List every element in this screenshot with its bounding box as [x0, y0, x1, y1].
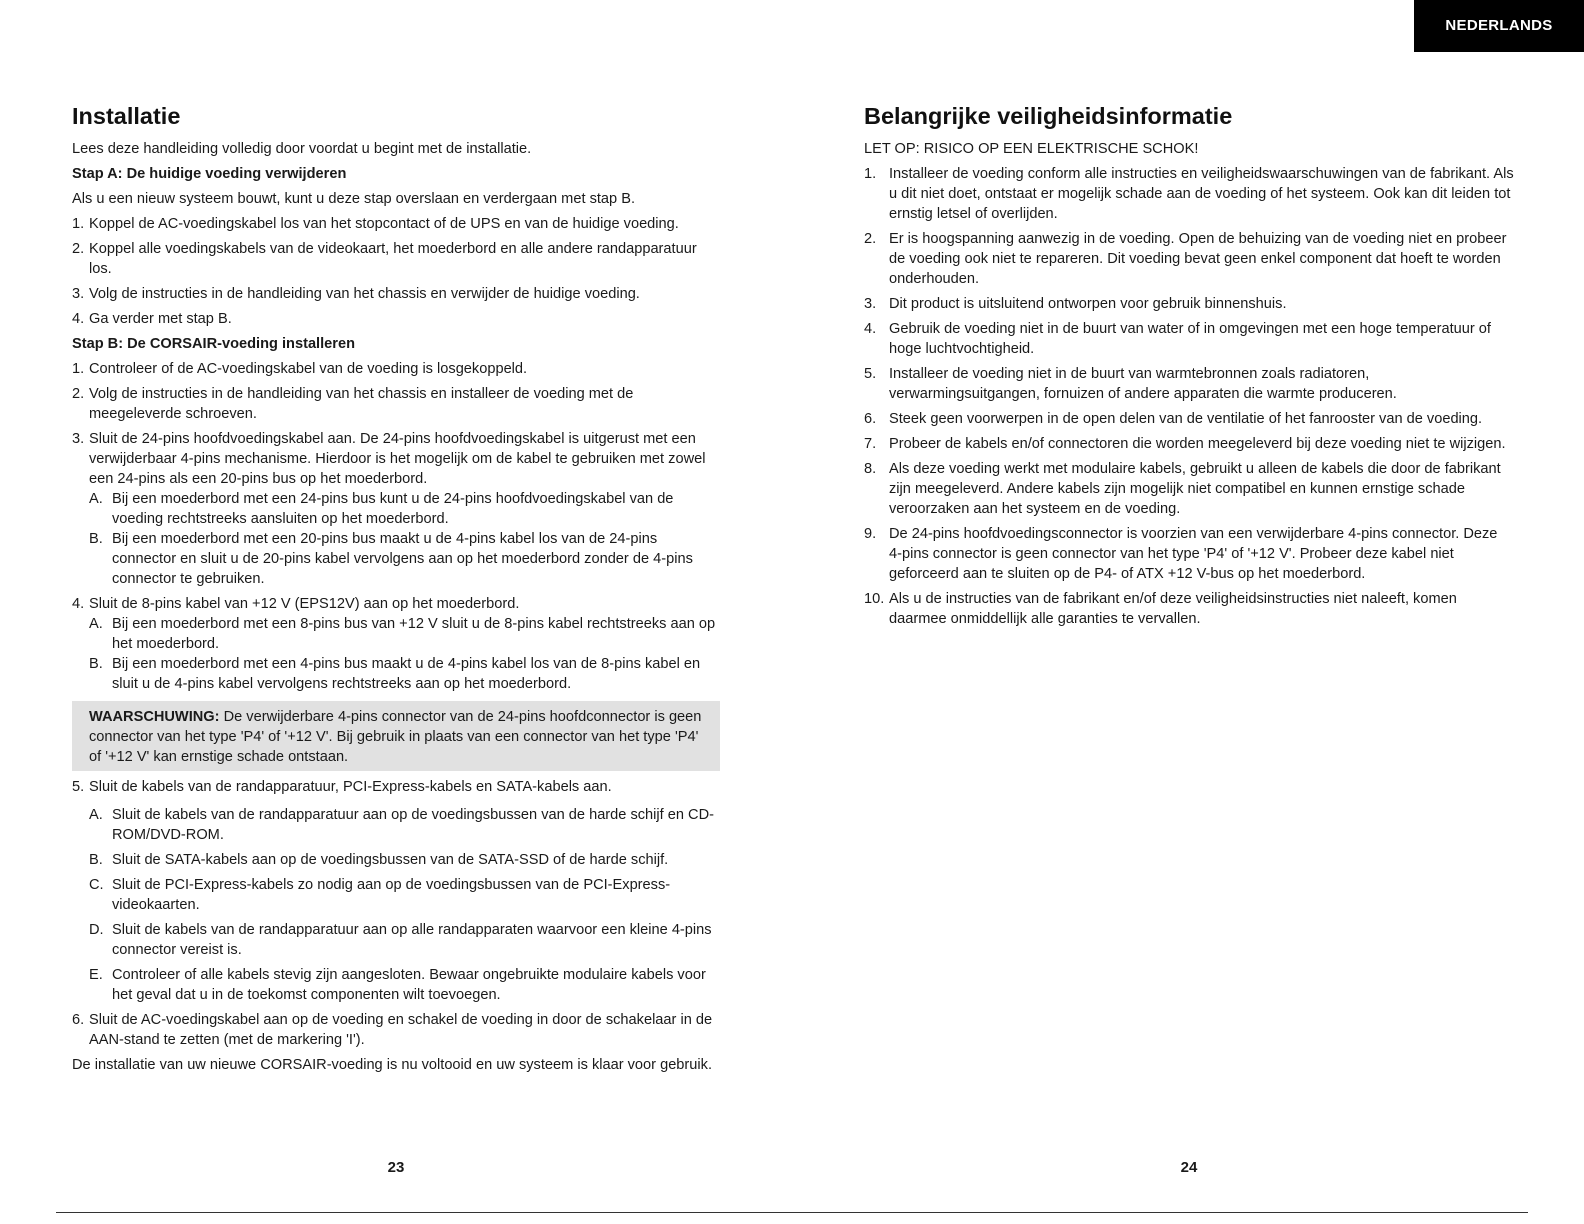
sub-item: [72, 875, 720, 915]
warning-text: De verwijderbare 4-pins connector van de 24-pins hoofdconnector is geen connector van het type 'P4' of '+12 V'. Bij gebruik in plaats van een connector van het type 'P4' of '+12 V' kan ernstige schade ontstaan.: [89, 709, 702, 765]
item-number: 8.: [864, 461, 877, 477]
warning-box: [72, 701, 720, 771]
safety-item: [864, 164, 1514, 224]
sub-letter: A.: [89, 616, 103, 632]
item-number: 6.: [72, 1012, 85, 1028]
safety-item: [864, 319, 1514, 359]
step-a-heading: Stap A: De huidige voeding verwijderen: [72, 166, 347, 182]
item-number: 5.: [72, 779, 85, 795]
item-number: 4.: [72, 311, 85, 327]
item-text: Er is hoogspanning aanwezig in de voeding. Open de behuizing van de voeding niet en probeer de voeding ook niet te repareren. Dit voeding bevat geen enkel component dat hoeft te worden onderhouden.: [889, 231, 1507, 287]
item-number: 3.: [72, 431, 85, 447]
item-text: Steek geen voorwerpen in de open delen van de ventilatie of het fanrooster van de voeding.: [889, 411, 1483, 427]
step-b-item: [72, 359, 720, 379]
sub-text: Sluit de PCI-Express-kabels zo nodig aan op de voedingsbussen van de PCI-Express-videokaarten.: [112, 877, 671, 913]
item-number: 4.: [864, 321, 877, 337]
item-text: Gebruik de voeding niet in de buurt van water of in omgevingen met een hoge temperatuur of hoge luchtvochtigheid.: [889, 321, 1491, 357]
step-b-heading: Stap B: De CORSAIR-voeding installeren: [72, 336, 355, 352]
warning-label: WAARSCHUWING:: [89, 709, 220, 725]
safety-title: Belangrijke veiligheidsinformatie: [864, 103, 1233, 129]
item-number: 9.: [864, 526, 877, 542]
sub-letter: D.: [89, 922, 104, 938]
sub-item: [72, 489, 720, 529]
item-text: Ga verder met stap B.: [89, 311, 232, 327]
sub-item: [72, 850, 720, 870]
item-text: Sluit de 8-pins kabel van +12 V (EPS12V) aan op het moederbord.: [89, 596, 520, 612]
safety-column: [864, 101, 1514, 634]
item-number: 1.: [72, 216, 85, 232]
item-number: 3.: [72, 286, 85, 302]
sub-text: Sluit de kabels van de randapparatuur aan op de voedingsbussen van de harde schijf en CD-ROM/DVD-ROM.: [112, 807, 714, 843]
step-a-item: [72, 239, 720, 279]
item-text: Installeer de voeding niet in de buurt van warmtebronnen zoals radiatoren, verwarmingsuitgangen, fornuizen of andere apparaten die warmte produceren.: [889, 366, 1397, 402]
step-a-item: [72, 214, 720, 234]
page-number-right: 24: [1180, 1159, 1198, 1176]
safety-item: [864, 589, 1514, 629]
sub-item: [72, 805, 720, 845]
item-number: 1.: [72, 361, 85, 377]
sub-letter: B.: [89, 656, 103, 672]
step-b-item: [72, 594, 720, 614]
item-text: Sluit de kabels van de randapparatuur, PCI-Express-kabels en SATA-kabels aan.: [89, 779, 612, 795]
sub-text: Bij een moederbord met een 24-pins bus kunt u de 24-pins hoofdvoedingskabel van de voeding rechtstreeks aansluiten op het moederbord.: [112, 491, 674, 527]
item-text: Installeer de voeding conform alle instructies en veiligheidswaarschuwingen van de fabrikant. Als u dit niet doet, ontstaat er mogelijk schade aan de voeding of het systeem. Ook kan dit leiden tot ernstig letsel of overlijden.: [889, 166, 1514, 222]
item-text: Volg de instructies in de handleiding van het chassis en installeer de voeding met de meegeleverde schroeven.: [89, 386, 634, 422]
step-b-item: [72, 777, 720, 797]
sub-letter: B.: [89, 531, 103, 547]
item-number: 2.: [864, 231, 877, 247]
sub-item: [72, 965, 720, 1005]
sub-letter: A.: [89, 807, 103, 823]
sub-text: Bij een moederbord met een 8-pins bus van +12 V sluit u de 8-pins kabel rechtstreeks aan op het moederbord.: [112, 616, 716, 652]
step-a-text: Als u een nieuw systeem bouwt, kunt u deze stap overslaan en verdergaan met stap B.: [72, 191, 635, 207]
item-text: Als deze voeding werkt met modulaire kabels, gebruikt u alleen de kabels die door de fabrikant zijn meegeleverd. Andere kabels zijn mogelijk niet compatibel en kunnen ernstige schade veroorzaken aan het systeem en de voeding.: [889, 461, 1501, 517]
installation-title: Installatie: [72, 103, 181, 129]
safety-item: [864, 294, 1514, 314]
page-number-left: 23: [387, 1159, 405, 1176]
item-text: Sluit de 24-pins hoofdvoedingskabel aan. De 24-pins hoofdvoedingskabel is uitgerust met een verwijderbaar 4-pins mechanisme. Hierdoor is het mogelijk om de kabel te gebruiken met zowel een 24-pins als een 20-pins bus op het moederbord.: [89, 431, 706, 487]
item-text: Sluit de AC-voedingskabel aan op de voeding en schakel de voeding in door de schakelaar in de AAN-stand te zetten (met de markering 'I').: [89, 1012, 713, 1048]
sub-letter: A.: [89, 491, 103, 507]
installation-column: [72, 101, 720, 1080]
step-a-item: [72, 309, 720, 329]
item-text: Koppel alle voedingskabels van de videokaart, het moederbord en alle andere randapparatuur los.: [89, 241, 697, 277]
item-number: 10.: [864, 591, 885, 607]
item-number: 3.: [864, 296, 877, 312]
item-number: 6.: [864, 411, 877, 427]
safety-item: [864, 364, 1514, 404]
step-b-item: [72, 384, 720, 424]
item-number: 2.: [72, 241, 85, 257]
safety-item: [864, 459, 1514, 519]
item-number: 2.: [72, 386, 85, 402]
sub-letter: C.: [89, 877, 104, 893]
safety-caution: LET OP: RISICO OP EEN ELEKTRISCHE SCHOK!: [864, 141, 1199, 157]
item-number: 5.: [864, 366, 877, 382]
sub-list: [72, 489, 720, 589]
sub-letter: B.: [89, 852, 103, 868]
footer-divider: [56, 1212, 1528, 1213]
safety-item: [864, 229, 1514, 289]
language-tab: NEDERLANDS: [1414, 0, 1584, 52]
safety-item: [864, 524, 1514, 584]
safety-item: [864, 434, 1514, 454]
item-text: De 24-pins hoofdvoedingsconnector is voorzien van een verwijderbare 4-pins connector. Deze 4-pins connector is geen connector van het type 'P4' of '+12 V'. Probeer deze kabel niet geforceerd aan te sluiten op de P4- of ATX +12 V-bus op het moederbord.: [889, 526, 1498, 582]
item-number: 4.: [72, 596, 85, 612]
sub-item: [72, 614, 720, 654]
step-a-item: [72, 284, 720, 304]
sub-list: [72, 805, 720, 1005]
sub-item: [72, 654, 720, 694]
item-text: Koppel de AC-voedingskabel los van het stopcontact of de UPS en van de huidige voeding.: [89, 216, 679, 232]
item-number: 1.: [864, 166, 877, 182]
sub-text: Bij een moederbord met een 20-pins bus maakt u de 4-pins kabel los van de 24-pins connector en sluit u de 20-pins kabel vervolgens aan op het moederbord zonder de 4-pins connector te gebruiken.: [112, 531, 693, 587]
sub-text: Sluit de kabels van de randapparatuur aan op alle randapparaten waarvoor een kleine 4-pins connector vereist is.: [112, 922, 712, 958]
sub-text: Sluit de SATA-kabels aan op de voedingsbussen van de SATA-SSD of de harde schijf.: [112, 852, 669, 868]
safety-item: [864, 409, 1514, 429]
step-b-item: [72, 429, 720, 489]
sub-text: Bij een moederbord met een 4-pins bus maakt u de 4-pins kabel los van de 8-pins kabel en sluit u de 4-pins kabel vervolgens rechtstreeks aan op het moederbord.: [112, 656, 701, 692]
item-text: Volg de instructies in de handleiding van het chassis en verwijder de huidige voeding.: [89, 286, 640, 302]
item-number: 7.: [864, 436, 877, 452]
sub-item: [72, 529, 720, 589]
sub-letter: E.: [89, 967, 103, 983]
sub-text: Controleer of alle kabels stevig zijn aangesloten. Bewaar ongebruikte modulaire kabels voor het geval dat u in de toekomst componenten wilt toevoegen.: [112, 967, 706, 1003]
installation-closing: De installatie van uw nieuwe CORSAIR-voeding is nu voltooid en uw systeem is klaar voor gebruik.: [72, 1057, 712, 1073]
step-b-item: [72, 1010, 720, 1050]
item-text: Als u de instructies van de fabrikant en/of deze veiligheidsinstructies niet naleeft, komen daarmee onmiddellijk alle garanties te vervallen.: [889, 591, 1457, 627]
sub-list: [72, 614, 720, 694]
item-text: Dit product is uitsluitend ontworpen voor gebruik binnenshuis.: [889, 296, 1287, 312]
installation-intro: Lees deze handleiding volledig door voordat u begint met de installatie.: [72, 141, 532, 157]
item-text: Probeer de kabels en/of connectoren die worden meegeleverd bij deze voeding niet te wijzigen.: [889, 436, 1506, 452]
item-text: Controleer of de AC-voedingskabel van de voeding is losgekoppeld.: [89, 361, 528, 377]
sub-item: [72, 920, 720, 960]
